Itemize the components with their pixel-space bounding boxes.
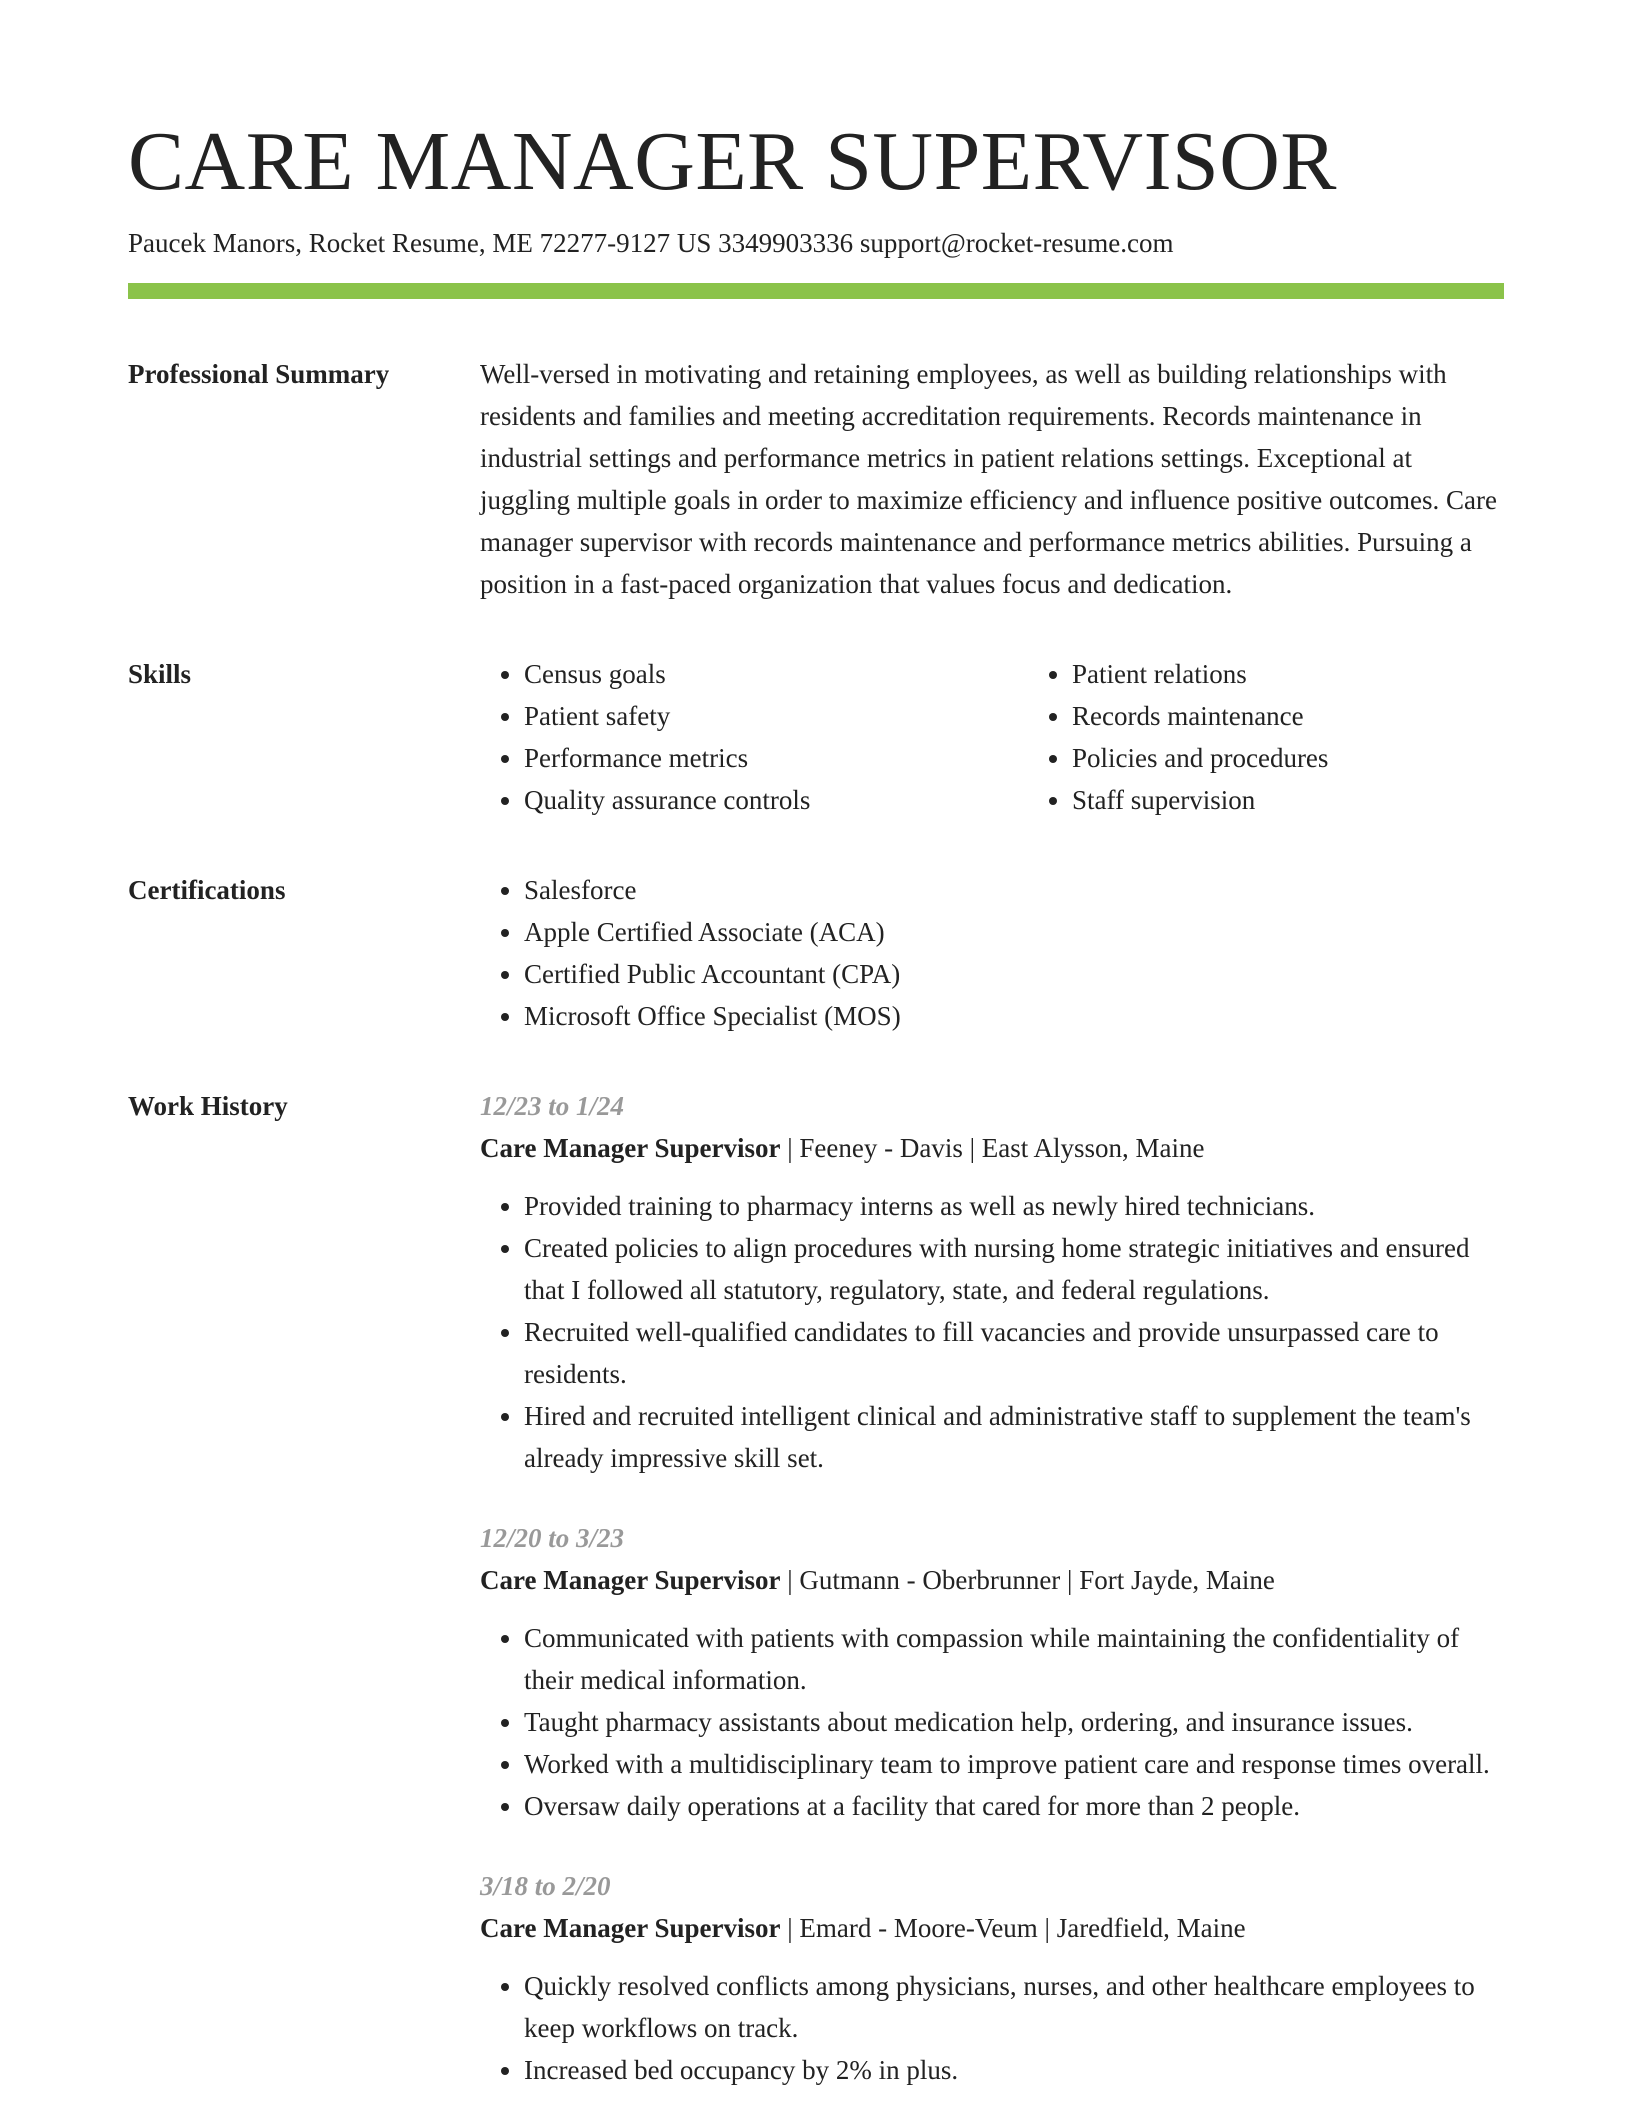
list-item: • Records maintenance bbox=[1072, 695, 1576, 737]
job-entry bbox=[480, 1085, 1504, 1479]
list-item: • Quickly resolved conflicts among physicians, nurses, and other healthcare employees to keep workflows on track. bbox=[524, 1965, 1504, 2049]
job-heading bbox=[480, 1127, 1504, 1169]
list-item: • Hired and recruited intelligent clinical and administrative staff to supplement the team's already impressive skill set. bbox=[524, 1395, 1504, 1479]
job-details: | Gutmann - Oberbrunner | Fort Jayde, Maine bbox=[780, 1565, 1275, 1596]
job-details: | Feeney - Davis | East Alysson, Maine bbox=[780, 1133, 1205, 1164]
job-dates: 12/23 to 1/24 bbox=[480, 1091, 625, 1122]
list-item: • Staff supervision bbox=[1072, 779, 1576, 821]
list-item: • Communicated with patients with compassion while maintaining the confidentiality of their medical information. bbox=[524, 1617, 1504, 1701]
list-item: • Increased bed occupancy by 2% in plus. bbox=[524, 2049, 1504, 2091]
skills-section bbox=[128, 653, 1504, 821]
list-item: • Created policies to align procedures with nursing home strategic initiatives and ensured that I followed all statutory, regulatory, state, and federal regulations. bbox=[524, 1227, 1504, 1311]
job-dates: 3/18 to 2/20 bbox=[480, 1871, 611, 1902]
job-heading bbox=[480, 1907, 1504, 1949]
job-entry bbox=[480, 1517, 1504, 1827]
skills-list-right bbox=[1028, 653, 1576, 821]
list-item: • Census goals bbox=[524, 653, 1028, 695]
section-heading: Professional Summary bbox=[128, 359, 390, 390]
summary-text: Well-versed in motivating and retaining employees, as well as building relationships with residents and families and meeting accreditation requirements. Records maintenance in industrial settings and performance metrics in patient relations settings. Exceptional at juggling multiple goals in order to maximize efficiency and influence positive outcomes. Care manager supervisor with records maintenance and performance metrics abilities. Pursuing a position in a fast-paced organization that values focus and dedication. bbox=[480, 359, 1497, 600]
section-heading: Certifications bbox=[128, 875, 286, 906]
list-item: • Patient safety bbox=[524, 695, 1028, 737]
list-item: • Patient relations bbox=[1072, 653, 1576, 695]
job-title: Care Manager Supervisor bbox=[480, 1133, 781, 1164]
job-entry bbox=[480, 1865, 1504, 2091]
job-dates: 12/20 to 3/23 bbox=[480, 1523, 625, 1554]
section-heading: Work History bbox=[128, 1091, 288, 1122]
list-item: • Oversaw daily operations at a facility that cared for more than 2 people. bbox=[524, 1785, 1504, 1827]
job-bullets bbox=[480, 1617, 1504, 1827]
job-heading bbox=[480, 1559, 1504, 1601]
list-item: • Certified Public Accountant (CPA) bbox=[524, 953, 1504, 995]
work-history-section bbox=[128, 1085, 1504, 2091]
summary-section bbox=[128, 353, 1504, 605]
list-item: • Recruited well-qualified candidates to fill vacancies and provide unsurpassed care to residents. bbox=[524, 1311, 1504, 1395]
job-title: Care Manager Supervisor bbox=[480, 1913, 781, 1944]
contact-line: Paucek Manors, Rocket Resume, ME 72277-9127 US 3349903336 support@rocket-resume.com bbox=[128, 228, 1174, 258]
section-heading: Skills bbox=[128, 659, 192, 690]
list-item: • Salesforce bbox=[524, 869, 1504, 911]
list-item: • Apple Certified Associate (ACA) bbox=[524, 911, 1504, 953]
certifications-section bbox=[128, 869, 1504, 1037]
job-title: Care Manager Supervisor bbox=[480, 1565, 781, 1596]
list-item: • Worked with a multidisciplinary team to improve patient care and response times overall. bbox=[524, 1743, 1504, 1785]
list-item: • Performance metrics bbox=[524, 737, 1028, 779]
job-bullets bbox=[480, 1965, 1504, 2091]
list-item: • Quality assurance controls bbox=[524, 779, 1028, 821]
list-item: • Taught pharmacy assistants about medication help, ordering, and insurance issues. bbox=[524, 1701, 1504, 1743]
job-bullets bbox=[480, 1185, 1504, 1479]
certifications-list bbox=[480, 869, 1504, 1037]
skills-list-left bbox=[480, 653, 1028, 821]
list-item: • Microsoft Office Specialist (MOS) bbox=[524, 995, 1504, 1037]
header-divider bbox=[128, 283, 1504, 299]
list-item: • Provided training to pharmacy interns as well as newly hired technicians. bbox=[524, 1185, 1504, 1227]
job-details: | Emard - Moore-Veum | Jaredfield, Maine bbox=[780, 1913, 1246, 1944]
list-item: • Policies and procedures bbox=[1072, 737, 1576, 779]
page-title: CARE MANAGER SUPERVISOR bbox=[128, 115, 1337, 208]
